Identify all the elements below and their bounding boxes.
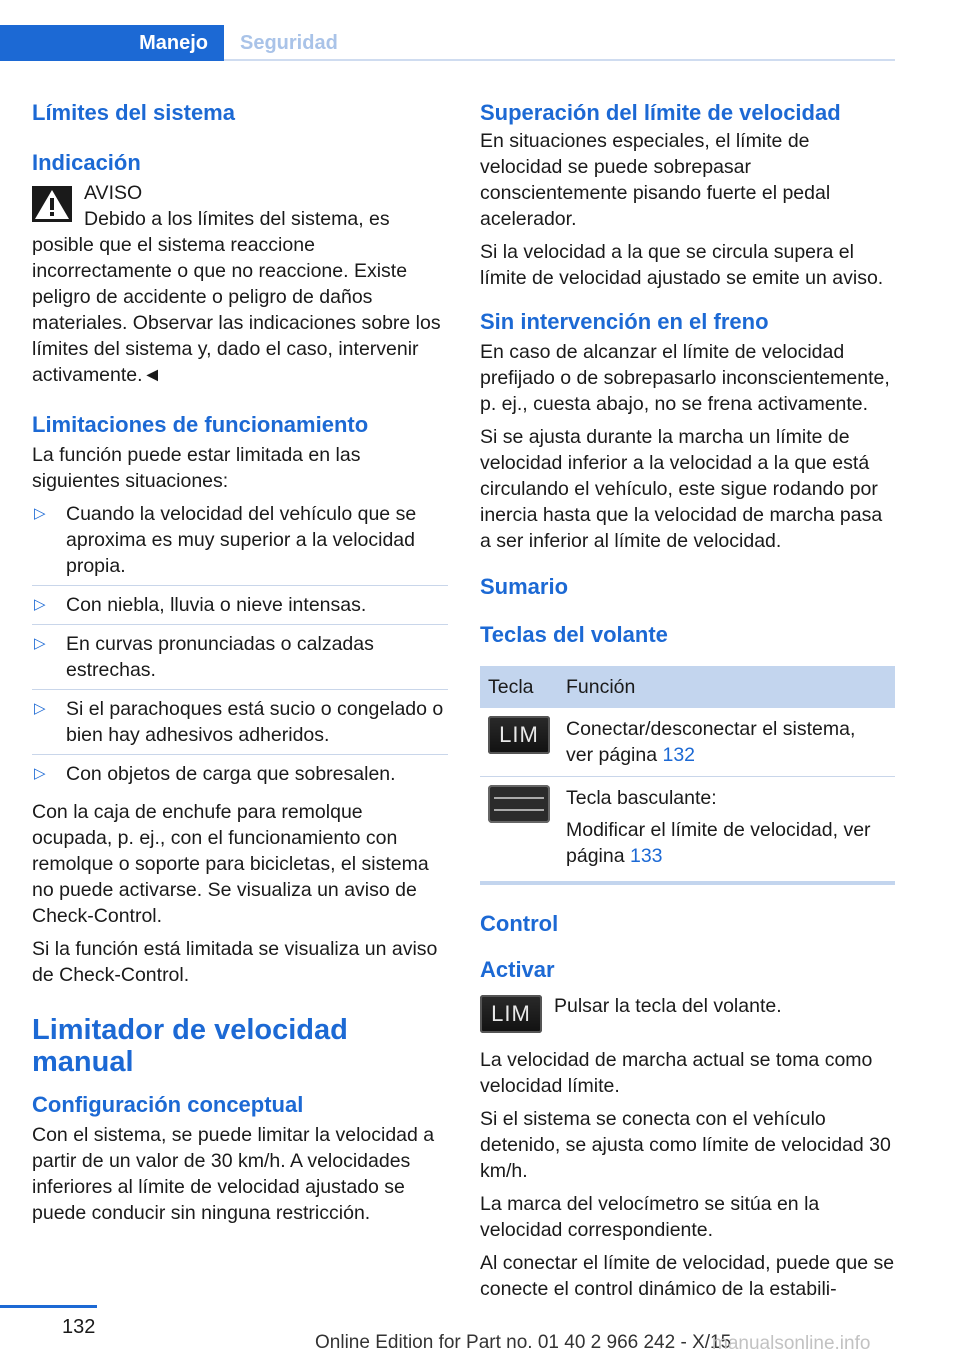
limitaciones-list	[32, 501, 448, 793]
footer-divider	[0, 1305, 97, 1308]
table-cell-function	[558, 777, 895, 884]
limitaciones-intro: La función puede estar limitada en las siguientes situaciones:	[32, 444, 361, 492]
rocker-button-icon	[488, 785, 550, 823]
page-link-132[interactable]: 132	[662, 744, 696, 766]
heading-limites: Límites del sistema	[32, 100, 235, 125]
heading-configuracion: Configuración conceptual	[32, 1092, 304, 1117]
paragraph-sin-1: En caso de alcanzar el límite de velocidad prefijado o de sobrepasarlo inconscientemente, p. ej., cuesta abajo, no se frena activamente.	[480, 341, 890, 415]
lim-button-icon: LIM	[480, 995, 542, 1033]
paragraph-superacion-2: Si la velocidad a la que se circula supera el límite de velocidad ajustado se emite un aviso.	[480, 241, 884, 289]
list-item-text: Con objetos de carga que sobresalen.	[66, 763, 396, 785]
warning-block	[32, 180, 448, 388]
bullet-arrow-icon: ▷	[34, 596, 46, 613]
page-link-133[interactable]: 133	[629, 845, 663, 867]
list-item	[32, 592, 448, 625]
keys-table	[480, 666, 895, 885]
column-header-tecla: Tecla	[480, 666, 558, 708]
paragraph-activar-2: Si el sistema se conecta con el vehículo detenido, se ajusta como límite de velocidad 30 km/h.	[480, 1108, 891, 1182]
lim-button-icon: LIM	[488, 716, 550, 754]
table-cell-key	[480, 708, 558, 777]
paragraph-activar-3: La marca del velocímetro se sitúa en la velocidad correspondiente.	[480, 1193, 820, 1241]
heading-teclas: Teclas del volante	[480, 622, 668, 647]
list-item	[32, 761, 448, 793]
aviso-text: Debido a los límites del sistema, es posible que el sistema reaccione incorrectamente o que no reaccione. Existe peligro de accidente o peligro de daños materiales. Observar las indicaciones sobre los límites del sistema y, dado el caso, intervenir activamente.◄	[32, 208, 441, 386]
table-cell-key	[480, 777, 558, 884]
heading-limitador: Limitador de velocidad manual	[32, 1014, 348, 1078]
list-item-text: Si el parachoques está sucio o congelado o bien hay adhesivos adheridos.	[66, 698, 444, 746]
activar-text: Pulsar la tecla del volante.	[554, 995, 782, 1017]
heading-activar: Activar	[480, 957, 555, 982]
heading-superacion: Superación del límite de velocidad	[480, 100, 841, 125]
list-item-text: Con niebla, lluvia o nieve intensas.	[66, 594, 367, 616]
list-item	[32, 696, 448, 755]
row2-title: Tecla basculante:	[566, 787, 717, 809]
list-item	[32, 501, 448, 586]
table-header-row	[480, 666, 895, 708]
paragraph-sin-2: Si se ajusta durante la marcha un límite de velocidad inferior a la velocidad a la que está circulando el vehículo, este sigue rodando por inercia hasta que la velocidad de marcha pasa a ser inferior al límite de velocidad.	[480, 426, 883, 552]
row2-text: Modificar el límite de velocidad, ver página	[566, 819, 871, 867]
paragraph-caja: Con la caja de enchufe para remolque ocupada, p. ej., con el funcionamiento con remolque o soporte para bicicletas, el sistema no puede activarse. Se visualiza un aviso de Check-Control.	[32, 801, 429, 927]
right-column	[480, 98, 896, 1309]
paragraph-limitada: Si la función está limitada se visualiza un aviso de Check-Control.	[32, 938, 438, 986]
list-item-text: En curvas pronunciadas o calzadas estrechas.	[66, 633, 374, 681]
table-cell-function	[558, 708, 895, 777]
watermark: manualsonline.info	[712, 1333, 871, 1354]
paragraph-activar-4: Al conectar el límite de velocidad, puede que se conecte el control dinámico de la estabili-	[480, 1252, 895, 1300]
bullet-arrow-icon: ▷	[34, 700, 46, 717]
tab-manejo[interactable]: Manejo	[0, 25, 224, 61]
bullet-arrow-icon: ▷	[34, 505, 46, 522]
column-header-funcion: Función	[558, 666, 895, 708]
heading-sumario: Sumario	[480, 574, 569, 599]
row1-text: Conectar/desconectar el sistema, ver página	[566, 718, 856, 766]
bullet-arrow-icon: ▷	[34, 635, 46, 652]
edition-text: Online Edition for Part no. 01 40 2 966 242 - X/15	[315, 1332, 732, 1353]
paragraph-activar-1: La velocidad de marcha actual se toma como velocidad límite.	[480, 1049, 873, 1097]
heading-indicacion: Indicación	[32, 150, 141, 175]
page-number: 132	[62, 1316, 96, 1338]
paragraph-configuracion: Con el sistema, se puede limitar la velocidad a partir de un valor de 30 km/h. A velocidades inferiores al límite de velocidad ajustado se puede conducir sin ninguna restricción.	[32, 1124, 435, 1224]
heading-sin-intervencion: Sin intervención en el freno	[480, 309, 769, 334]
aviso-label: AVISO	[84, 182, 143, 204]
paragraph-superacion-1: En situaciones especiales, el límite de velocidad se puede sobrepasar conscientemente pisando fuerte el pedal acelerador.	[480, 130, 831, 230]
heading-control: Control	[480, 911, 559, 936]
left-column	[32, 98, 448, 1233]
tab-seguridad[interactable]: Seguridad	[240, 32, 338, 54]
table-row	[480, 777, 895, 884]
activar-row	[480, 993, 896, 1039]
bullet-arrow-icon: ▷	[34, 765, 46, 782]
list-item-text: Cuando la velocidad del vehículo que se aproxima es muy superior a la velocidad propia.	[66, 503, 417, 577]
list-item	[32, 631, 448, 690]
header-divider	[224, 59, 895, 61]
table-row	[480, 708, 895, 777]
heading-limitaciones: Limitaciones de funcionamiento	[32, 412, 369, 437]
warning-icon	[32, 186, 72, 222]
